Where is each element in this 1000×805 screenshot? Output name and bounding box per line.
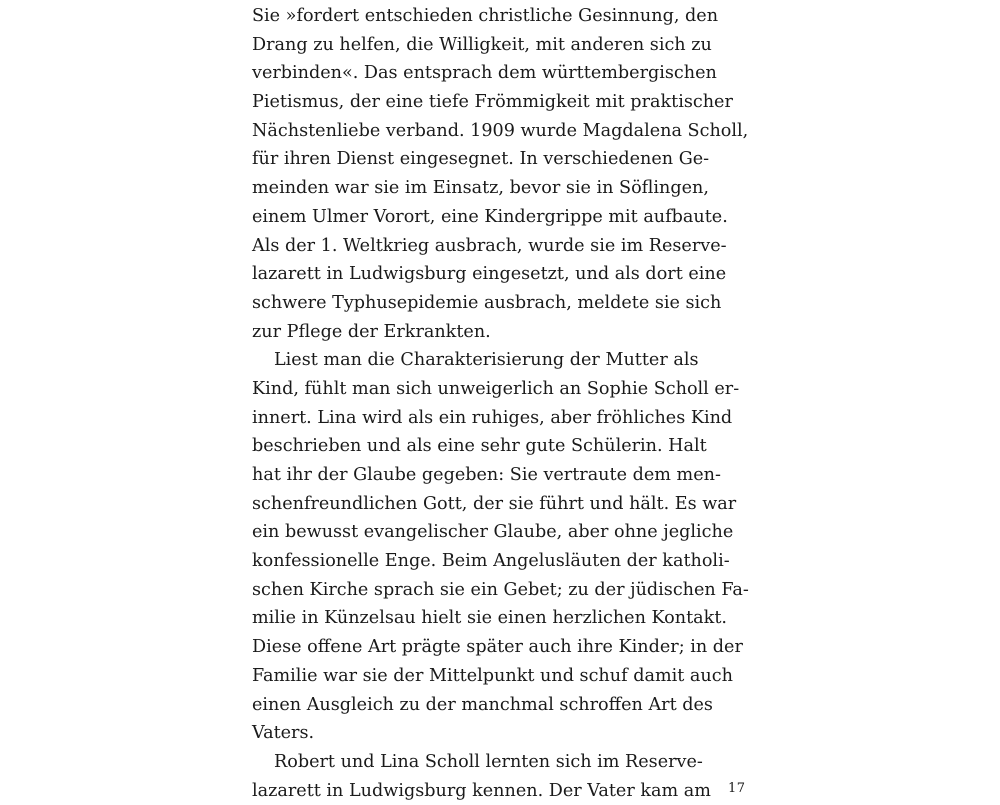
- text-line: Kind, fühlt man sich unweigerlich an Sophie Scholl er-: [252, 378, 740, 399]
- text-line: zur Pflege der Erkrankten.: [252, 321, 491, 342]
- text-line: einen Ausgleich zu der manchmal schroffen Art des: [252, 694, 713, 715]
- text-line: Vaters.: [252, 723, 315, 744]
- text-line: schwere Typhusepidemie ausbrach, meldete sie sich: [252, 292, 722, 313]
- text-line: Nächstenliebe verband. 1909 wurde Magdalena Scholl,: [252, 120, 749, 141]
- text-line: meinden war sie im Einsatz, bevor sie in Söflingen,: [252, 178, 709, 199]
- text-line: Familie war sie der Mittelpunkt und schuf damit auch: [252, 665, 733, 686]
- text-line: konfessionelle Enge. Beim Angelusläuten der katholi-: [252, 551, 730, 572]
- paragraph-3: [252, 748, 711, 805]
- page-number: 17: [728, 781, 746, 796]
- text-line: Sie »fordert entschieden christliche Gesinnung, den: [252, 6, 719, 26]
- text-line: Diese offene Art prägte später auch ihre Kinder; in der: [252, 637, 743, 658]
- text-line: Robert und Lina Scholl lernten sich im Reserve-: [274, 751, 703, 772]
- text-line: einem Ulmer Vorort, eine Kindergrippe mit aufbaute.: [252, 206, 728, 227]
- text-line: ein bewusst evangelischer Glaube, aber ohne jegliche: [252, 522, 734, 543]
- text-line: beschrieben und als eine sehr gute Schülerin. Halt: [252, 436, 707, 457]
- text-line: schen Kirche sprach sie ein Gebet; zu der jüdischen Fa-: [252, 579, 749, 600]
- text-line: Pietismus, der eine tiefe Frömmigkeit mit praktischer: [252, 92, 733, 113]
- text-line: milie in Künzelsau hielt sie einen herzlichen Kontakt.: [252, 608, 727, 629]
- text-line: schenfreundlichen Gott, der sie führt und hält. Es war: [252, 493, 737, 514]
- text-line: für ihren Dienst eingesegnet. In verschiedenen Ge-: [252, 149, 710, 170]
- text-line: Drang zu helfen, die Willigkeit, mit anderen sich zu: [252, 34, 712, 55]
- text-line: innert. Lina wird als ein ruhiges, aber fröhliches Kind: [252, 407, 733, 428]
- text-line: lazarett in Ludwigsburg eingesetzt, und als dort eine: [252, 264, 727, 285]
- paragraph-1: [252, 2, 749, 346]
- text-line: Liest man die Charakterisierung der Mutter als: [274, 350, 699, 371]
- text-line: hat ihr der Glaube gegeben: Sie vertraute dem men-: [252, 465, 721, 485]
- text-line: verbinden«. Das entsprach dem württembergischen: [252, 63, 717, 84]
- paragraph-2: [252, 346, 749, 748]
- text-line: lazarett in Ludwigsburg kennen. Der Vater kam am: [252, 780, 711, 801]
- text-line: Als der 1. Weltkrieg ausbrach, wurde sie im Reserve-: [252, 235, 727, 256]
